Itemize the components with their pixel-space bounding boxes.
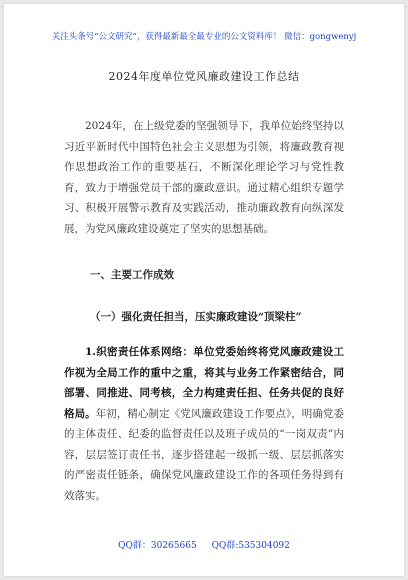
section-heading: 一、主要工作成效 — [90, 269, 174, 281]
item-paragraph — [64, 342, 344, 506]
footer — [4, 538, 404, 551]
item-lead-text: 1.织密责任体系网络：单位党委始终将党风廉政建设工作视为全局工作的重中之重，将其与业务工作紧密结合，同部署、同推进、同考核，全力构建责任担、任务共促的良好格局。 — [64, 346, 344, 420]
intro-paragraph: 2024年，在上级党委的坚强领导下，我单位始终坚持以习近平新时代中国特色社会主义思想为引领，将廉政教育视作思想政治工作的重要基石，不断深化理论学习与党性教育，致力于增强党员干部的廉政意识。通过精心组织专题学习、积极开展警示教育及实践活动，推动廉政教育向纵深发展，为党风廉政建设奠定了坚实的思想基础。 — [64, 120, 344, 235]
header-banner: 关注头条号“公文研究”，获得最新最全最专业的公文资料库！ 微信：gongwenyj — [51, 32, 357, 42]
subsection-heading: （一）强化责任担当，压实廉政建设“顶梁柱” — [90, 311, 302, 323]
document-title: 2024年度单位党风廉政建设工作总结 — [108, 70, 300, 83]
footer-qq-group-2: QQ群:535304092 — [211, 541, 290, 551]
document-page — [4, 4, 404, 576]
footer-qq-group-1: QQ群：30265665 — [118, 541, 197, 551]
item-body-text: 年初，精心制定《党风廉政建设工作要点》，明确党委的主体责任、纪委的监督责任以及班子成员的“一岗双责”内容，层层签订责任书，逐步搭建起一级抓一级、层层抓落实的严密责任链条，确保党风廉政建设工作的各项任务得到有效落实。 — [64, 407, 345, 502]
